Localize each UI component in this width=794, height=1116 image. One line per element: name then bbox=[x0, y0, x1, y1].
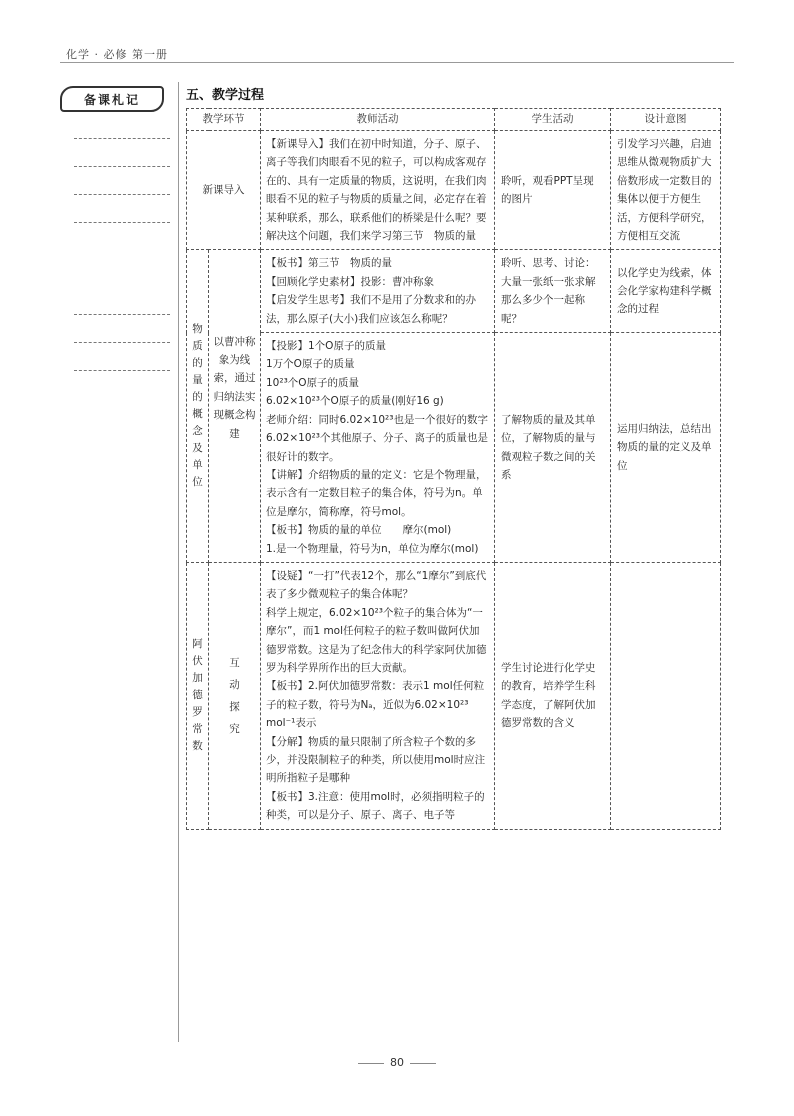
teacher-text: 6.02×10²³个其他原子、分子、离子的质量也是很好计的数字。 bbox=[266, 432, 488, 463]
stage-cell: 新课导入 bbox=[187, 131, 261, 250]
stage-cell bbox=[187, 250, 209, 563]
student-cell: 聆听，观看PPT呈现的图片 bbox=[495, 131, 611, 250]
teacher-cell bbox=[261, 250, 495, 333]
design-cell: 引发学习兴趣，启迪思维从微观物质扩大倍数形成一定数目的集体以便于方便生活，方便科学研究，方便相互交流 bbox=[611, 131, 721, 250]
teacher-text: 1.是一个物理量，符号为n，单位为摩尔(mol) bbox=[266, 542, 479, 555]
method-cell: 以曹冲称象为线索，通过归纳法实现概念构建 bbox=[209, 333, 261, 563]
teacher-text: 科学上规定，6.02×10²³个粒子的集合体为“一摩尔”，而1 mol任何粒子的粒子数叫做阿伏加德罗常数。这是为了纪念伟大的科学家阿伏加德罗为科学界所作出的巨大贡献。 bbox=[266, 606, 487, 674]
table-row bbox=[187, 131, 721, 250]
table-row bbox=[187, 250, 721, 333]
teaching-process-table bbox=[186, 108, 721, 830]
teacher-text: 1万个O原子的质量 bbox=[266, 358, 355, 371]
stage-cell bbox=[187, 562, 209, 829]
notes-sidebar bbox=[60, 86, 172, 112]
teacher-cell bbox=[261, 562, 495, 829]
note-line bbox=[74, 138, 170, 139]
design-cell: 以化学史为线索，体会化学家构建科学概念的过程 bbox=[611, 250, 721, 333]
page-number: 80 bbox=[0, 1056, 794, 1069]
teacher-text: 【板书】物质的量的单位 摩尔(mol) bbox=[266, 524, 452, 537]
table-row bbox=[187, 562, 721, 829]
method-label: 互动探究 bbox=[229, 656, 240, 735]
stage-label: 阿伏加德罗常数 bbox=[192, 638, 203, 753]
margin-divider bbox=[178, 82, 179, 1042]
stage-label: 物质的量的概念及单位 bbox=[192, 323, 203, 489]
design-cell bbox=[611, 562, 721, 829]
teacher-text: 【板书】第三节 物质的量 bbox=[266, 257, 392, 270]
section-title: 五、教学过程 bbox=[186, 88, 265, 103]
teacher-text: 【板书】3.注意：使用mol时，必须指明粒子的种类，可以是分子、原子、离子、电子等 bbox=[266, 790, 485, 822]
teacher-text: 【启发学生思考】我们不是用了分数求和的办法，那么原子(大小)我们应该怎么称呢？ bbox=[266, 294, 476, 325]
header-teacher: 教师活动 bbox=[261, 109, 495, 131]
notes-logo: 备课札记 bbox=[60, 86, 164, 112]
note-line bbox=[74, 342, 170, 343]
note-line bbox=[74, 166, 170, 167]
note-line bbox=[74, 222, 170, 223]
running-header: 化学 · 必修 第一册 bbox=[66, 48, 168, 61]
design-cell: 运用归纳法，总结出物质的量的定义及单位 bbox=[611, 333, 721, 563]
teacher-text: 【投影】1个O原子的质量 bbox=[266, 340, 386, 353]
header-stage: 教学环节 bbox=[187, 109, 261, 131]
student-cell: 学生讨论进行化学史的教育，培养学生科学态度，了解阿伏加德罗常数的含义 bbox=[495, 562, 611, 829]
student-cell: 聆听、思考、讨论：大量一张纸一张求解那么多少个一起称呢？ bbox=[495, 250, 611, 333]
note-line bbox=[74, 370, 170, 371]
header-student: 学生活动 bbox=[495, 109, 611, 131]
teacher-text: 6.02×10²³个O原子的质量(刚好16 g) bbox=[266, 395, 444, 408]
teacher-text: 【讲解】介绍物质的量的定义：它是个物理量，表示含有一定数目粒子的集合体，符号为n。单位是摩尔，简称摩，符号mol。 bbox=[266, 468, 487, 518]
teacher-text: 10²³个O原子的质量 bbox=[266, 376, 360, 389]
note-line bbox=[74, 314, 170, 315]
header-rule bbox=[60, 62, 734, 63]
teacher-text: 【板书】2.阿伏加德罗常数：表示1 mol任何粒子的粒子数，符号为Nₐ，近似为6.02×10²³ mol⁻¹表示 bbox=[266, 680, 485, 730]
table-header-row bbox=[187, 109, 721, 131]
table-row bbox=[187, 333, 721, 563]
teacher-text: 【新课导入】我们在初中时知道，分子、原子、离子等我们肉眼看不见的粒子，可以构成客观存在的、具有一定质量的物质，这说明，在我们肉眼看不见的粒子与物质的质量之间，必定存在着某种联系，那么，联系他们的桥梁是什么呢？要解决这个问题，我们来学习第三节 物质的量 bbox=[266, 138, 487, 243]
teacher-text: 【回顾化学史素材】投影：曹冲称象 bbox=[266, 275, 434, 288]
method-cell bbox=[209, 562, 261, 829]
teacher-text: 【分解】物质的量只限制了所含粒子个数的多少，并没限制粒子的种类，所以使用mol时应注明所指粒子是哪种 bbox=[266, 735, 486, 785]
method-cell bbox=[209, 250, 261, 333]
note-line bbox=[74, 194, 170, 195]
teacher-cell bbox=[261, 131, 495, 250]
teacher-cell bbox=[261, 333, 495, 563]
student-cell: 了解物质的量及其单位，了解物质的量与微观粒子数之间的关系 bbox=[495, 333, 611, 563]
header-design: 设计意图 bbox=[611, 109, 721, 131]
teacher-text: 老师介绍：同时6.02×10²³也是一个很好的数字 bbox=[266, 413, 488, 426]
teacher-text: 【设疑】“一打”代表12个，那么“1摩尔”到底代表了多少微观粒子的集合体呢？ bbox=[266, 569, 487, 601]
